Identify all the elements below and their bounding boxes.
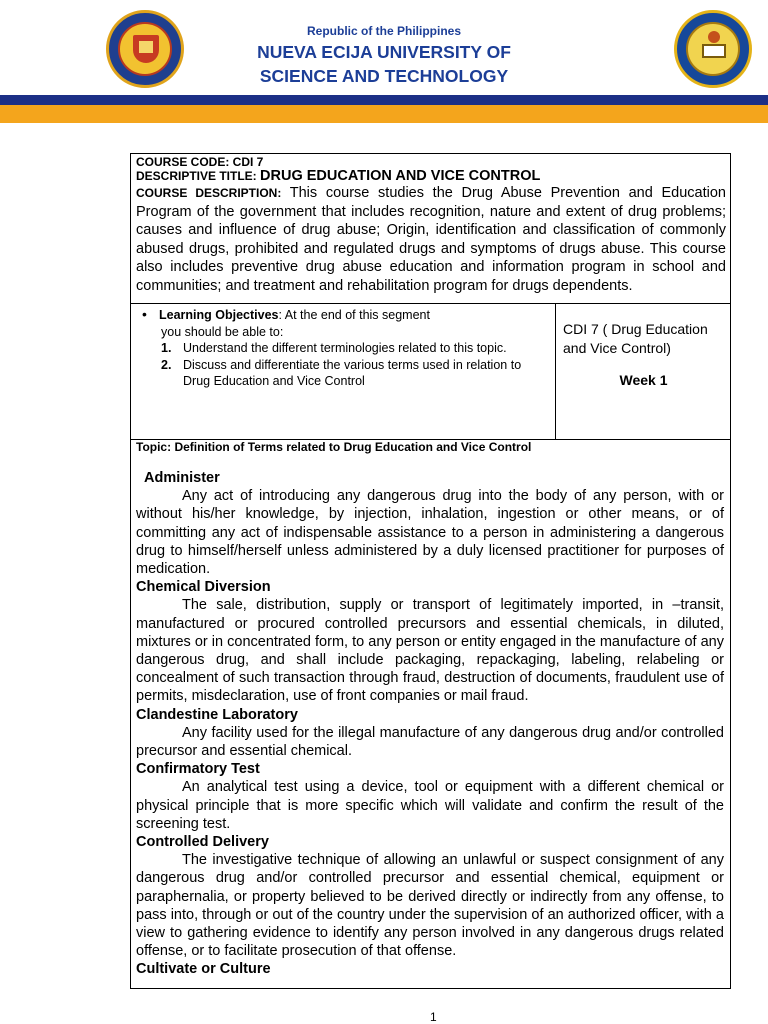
objective-item [161, 340, 547, 357]
page-number: 1 [430, 1010, 437, 1024]
course-description-label: COURSE DESCRIPTION: [136, 186, 282, 200]
term-definition: An analytical test using a device, tool or equipment with a different chemical or physical principle that is more specific which will validate and confirm the result of the screening test. [136, 779, 724, 832]
objectives-intro-2: you should be able to: [161, 324, 284, 339]
side-course-label: CDI 7 ( Drug Education and Vice Control) [563, 321, 708, 356]
header-band-blue [0, 95, 768, 105]
objectives-row [131, 304, 730, 440]
header-band-orange [0, 105, 768, 123]
term-heading: Confirmatory Test [136, 761, 260, 778]
term-definition: The investigative technique of allowing an unlawful or suspect consignment of any dangerous drug and/or controlled precursor and essential chemical, equipment or paraphernalia, or property believed to be derived directly or indirectly from any offense, to pass into, through or out of the country under the supervision of an authorized officer, with a view to gathering evidence to identify any person involved in any dangerous drugs related offense, or to facilitate prosecution of that offense. [136, 852, 724, 960]
university-seal-icon [106, 10, 184, 88]
module-table [130, 153, 731, 989]
week-label: Week 1 [619, 372, 668, 388]
republic-label: Republic of the Philippines [306, 24, 461, 38]
objective-text: Discuss and differentiate the various terms used in relation to Drug Education and Vice Control [183, 357, 522, 388]
course-week-cell [556, 304, 730, 439]
term-definition: Any facility used for the illegal manufacture of any dangerous drug and/or controlled precursor and essential chemical. [136, 724, 724, 760]
term-heading: Chemical Diversion [136, 579, 271, 596]
term-heading: Controlled Delivery [136, 834, 269, 851]
topic-heading: Topic: Definition of Terms related to Drug Education and Vice Control [136, 440, 532, 454]
term-heading: Administer [144, 470, 220, 486]
term-definition: The sale, distribution, supply or transport of legitimately imported, in –transit, manufactured or procured controlled precursors and essential chemicals, in diluted, mixtures or in concentrated form, to any person or entity engaged in the manufacture of any dangerous drug, and shall include packaging, repackaging, labeling, relabeling or concealment of such transaction through fraud, destruction of documents, fraudulent use of permits, misdeclaration, use of front companies or mail fraud. [136, 597, 724, 705]
definitions-section [131, 440, 730, 988]
course-description [136, 184, 726, 295]
course-info [131, 154, 730, 304]
document-header [0, 0, 768, 95]
objective-item [161, 357, 547, 390]
term-definition: Any act of introducing any dangerous drug into the body of any person, with or without his/her knowledge, by injection, inhalation, ingestion or other means, or of committing any act of indispensable assistance to a person in administering a dangerous drug to himself/herself unless administered by a duly licensed practitioner for purposes of medication. [136, 488, 724, 578]
course-description-text: This course studies the Drug Abuse Prevention and Education Program of the government that includes recognition, nature and extent of drug problems; causes and influence of drug abuse; Origin, identification and classification of commonly abused drugs, prohibited and regulated drugs and symptoms of drugs abuse. This course also includes preventive drug abuse education and information program in school and communities; and treatment and rehabilitation program for drugs dependents. [136, 185, 726, 294]
course-code: COURSE CODE: CDI 7 [136, 155, 264, 169]
objectives-intro-text: : At the end of this segment [278, 308, 430, 322]
objective-number: 1. [161, 341, 172, 355]
objectives-list [159, 340, 547, 390]
objective-text: Understand the different terminologies related to this topic. [183, 341, 507, 355]
objective-number: 2. [161, 357, 172, 372]
learning-objectives [131, 304, 556, 439]
term-heading: Clandestine Laboratory [136, 706, 298, 723]
descriptive-title [136, 169, 726, 184]
criminology-seal-icon [674, 10, 752, 88]
university-name: NUEVA ECIJA UNIVERSITY OF SCIENCE AND TECHNOLOGY [257, 42, 511, 86]
descriptive-title-value: DRUG EDUCATION AND VICE CONTROL [260, 168, 541, 184]
objectives-label: Learning Objectives [159, 308, 279, 322]
term-heading: Cultivate or Culture [136, 961, 271, 978]
descriptive-title-label: DESCRIPTIVE TITLE: [136, 169, 257, 183]
objectives-intro [159, 307, 547, 324]
